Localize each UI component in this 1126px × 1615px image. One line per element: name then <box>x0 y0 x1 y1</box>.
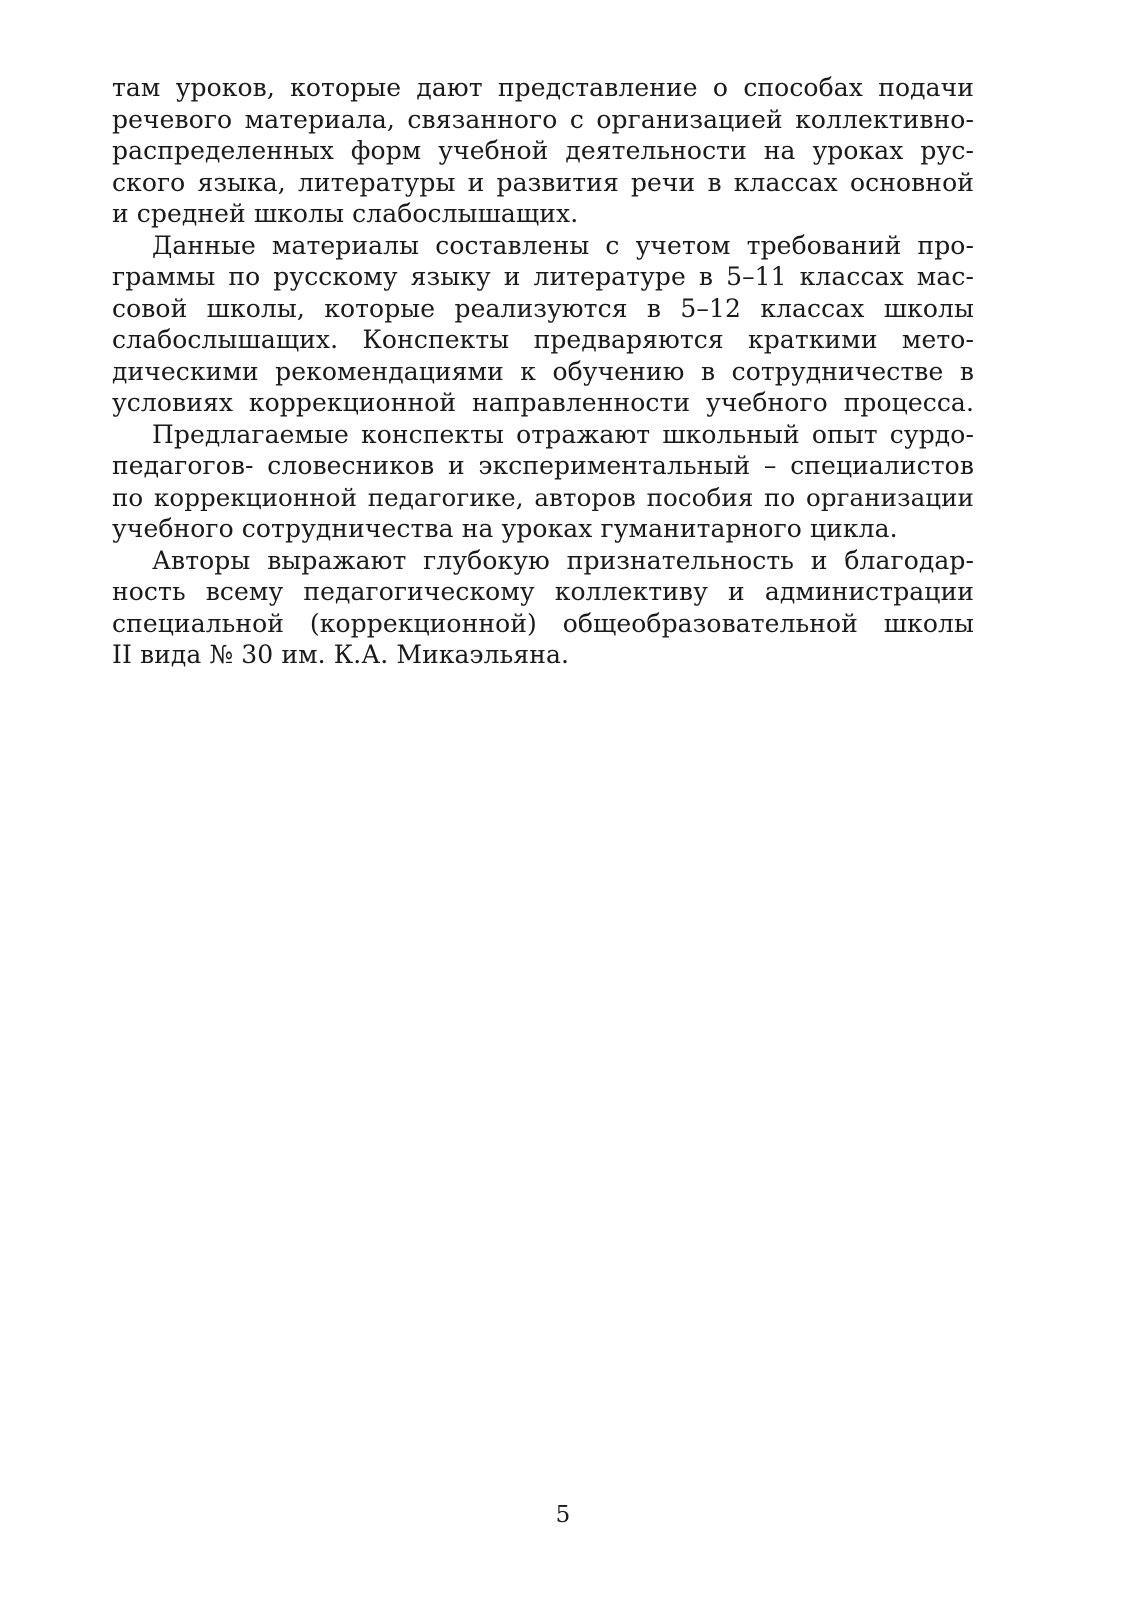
paragraph-summaries <box>112 419 974 545</box>
text-line: Данные материалы составлены с учетом требований про- <box>152 230 974 260</box>
text-line: ского языка, литературы и развития речи в классах основной <box>112 167 974 197</box>
text-line: ность всему педагогическому коллективу и администрации <box>112 577 974 606</box>
text-line: специальной (коррекционной) общеобразовательной школы <box>112 608 974 638</box>
text-line: дическими рекомендациями к обучению в сотрудничестве в <box>112 356 974 386</box>
text-line: распределенных форм учебной деятельности на уроках рус- <box>112 136 974 165</box>
text-line: Авторы выражают глубокую признательность и благодар- <box>152 545 974 575</box>
paragraph-lessons <box>112 72 974 230</box>
text-line: педагогов- словесников и экспериментальный – специалистов <box>112 451 974 480</box>
paragraph-acknowledgements <box>112 545 974 671</box>
text-line: граммы по русскому языку и литературе в 5–11 классах мас- <box>112 262 974 291</box>
text-line: там уроков, которые дают представление о способах подачи <box>112 73 974 102</box>
text-line: условиях коррекционной направленности учебного процесса. <box>112 388 974 417</box>
text-line: совой школы, которые реализуются в 5–12 классах школы <box>112 293 974 323</box>
page-number: 5 <box>555 1502 571 1528</box>
text-line: II вида № 30 им. К.А. Микаэльяна. <box>112 640 570 669</box>
text-line: речевого материала, связанного с организацией коллективно- <box>112 104 974 134</box>
text-line: слабослышащих. Конспекты предваряются краткими мето- <box>112 325 974 354</box>
text-line: по коррекционной педагогике, авторов пособия по организации <box>112 482 974 512</box>
body-text <box>112 72 974 671</box>
text-line: Предлагаемые конспекты отражают школьный опыт сурдо- <box>152 419 974 449</box>
text-line: учебного сотрудничества на уроках гуманитарного цикла. <box>112 514 898 543</box>
paragraph-materials <box>112 230 974 419</box>
text-line: и средней школы слабослышащих. <box>112 199 579 228</box>
